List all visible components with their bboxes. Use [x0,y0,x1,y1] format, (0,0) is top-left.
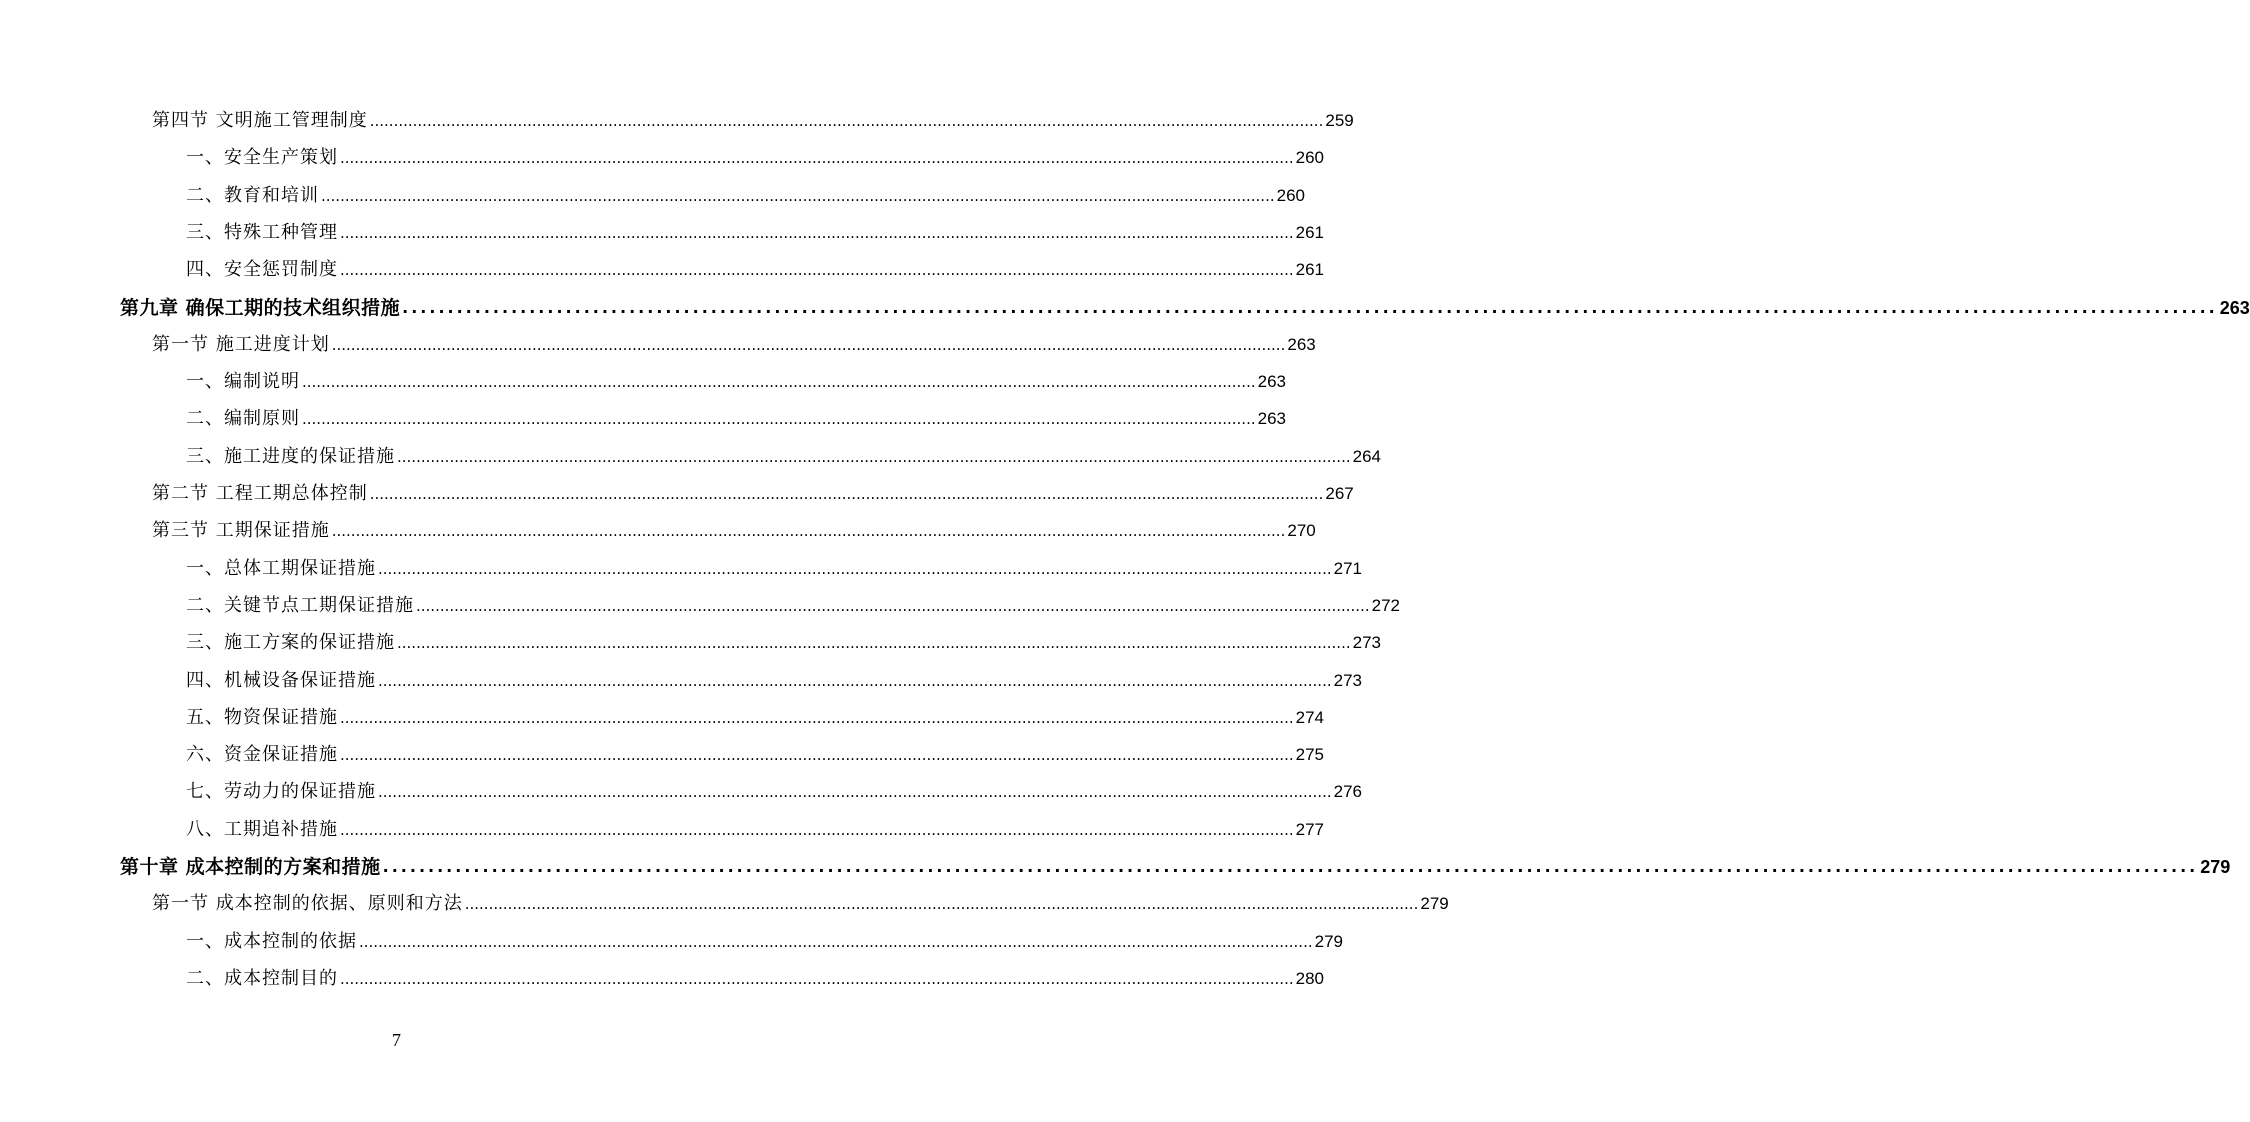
toc-entry-title: 二、关键节点工期保证措施 [186,595,414,616]
toc-page-number: 273 [1333,671,1362,690]
dot-leader: ........................................................................................................................................................................................................ [302,373,1256,391]
dot-leader: ........................................................................................................................................................................................................ [359,933,1313,951]
dot-leader: ........................................................................................................................................................................................................ [340,821,1294,839]
dot-leader: ........................................................................................................................................................................................................ [378,672,1332,690]
toc-page-number: 279 [1314,932,1343,951]
toc-entry-item[interactable] [186,363,1286,393]
toc-entry-title: 三、特殊工种管理 [186,222,338,243]
toc-entry-title: 三、施工进度的保证措施 [186,446,395,467]
toc-page-number: 263 [1257,372,1286,391]
toc-page-number: 277 [1295,820,1324,839]
dot-leader: ........................................................................................................................................................................................................ [331,522,1286,540]
toc-entry-item[interactable] [186,699,1324,729]
toc-entry-title: 二、成本控制目的 [186,968,338,989]
toc-page-number: 260 [1276,186,1305,205]
toc-entry-title: 三、施工方案的保证措施 [186,632,395,653]
toc-page-number: 263 [2219,298,2250,318]
toc-entry-title: 第二节 工程工期总体控制 [152,483,368,504]
toc-page-number: 274 [1295,708,1324,727]
toc-page-number: 260 [1295,148,1324,167]
toc-entry-title: 第九章 确保工期的技术组织措施 [120,297,401,319]
toc-entry-chapter[interactable] [120,848,2231,878]
dot-leader: ........................................................................................................................................................................................................ [382,857,2199,876]
dot-leader: ........................................................................................................................................................................................................ [340,709,1294,727]
toc-entry-title: 四、安全惩罚制度 [186,259,338,280]
toc-entry-title: 第一节 施工进度计划 [152,334,330,355]
toc-entry-item[interactable] [186,773,1362,803]
toc-entry-item[interactable] [186,736,1324,766]
dot-leader: ........................................................................................................................................................................................................ [331,336,1286,354]
dot-leader: ........................................................................................................................................................................................................ [302,410,1256,428]
dot-leader: ........................................................................................................................................................................................................ [340,261,1294,279]
toc-page-number: 272 [1371,596,1400,615]
dot-leader: ........................................................................................................................................................................................................ [416,597,1370,615]
dot-leader: ........................................................................................................................................................................................................ [369,485,1324,503]
toc-entry-chapter[interactable] [120,289,2250,319]
toc-entry-section[interactable] [152,885,1449,915]
toc-page-number: 279 [2200,857,2231,877]
toc-entry-section[interactable] [152,102,1354,132]
toc-page-number: 276 [1333,782,1362,801]
toc-entry-item[interactable] [186,624,1381,654]
toc-entry-section[interactable] [152,475,1354,505]
toc-page-number: 271 [1333,559,1362,578]
toc-entry-title: 七、劳动力的保证措施 [186,781,376,802]
toc-page-number: 275 [1295,745,1324,764]
toc-page-number: 263 [1257,409,1286,428]
toc-entry-item[interactable] [186,662,1362,692]
toc-entry-item[interactable] [186,251,1324,281]
toc-page-number: 270 [1287,521,1316,540]
toc-page-number: 279 [1420,894,1449,913]
dot-leader: ........................................................................................................................................................................................................ [397,634,1351,652]
toc-page-number: 264 [1352,447,1381,466]
dot-leader: ........................................................................................................................................................................................................ [340,224,1294,242]
toc-entry-item[interactable] [186,550,1362,580]
dot-leader: ........................................................................................................................................................................................................ [340,149,1294,167]
toc-entry-title: 一、成本控制的依据 [186,931,357,952]
toc-entry-section[interactable] [152,512,1316,542]
dot-leader: ........................................................................................................................................................................................................ [321,187,1275,205]
toc-entry-item[interactable] [186,960,1324,990]
dot-leader: ........................................................................................................................................................................................................ [340,970,1294,988]
toc-entry-title: 八、工期追补措施 [186,819,338,840]
toc-entry-title: 六、资金保证措施 [186,744,338,765]
dot-leader: ........................................................................................................................................................................................................ [378,560,1332,578]
toc-entry-item[interactable] [186,139,1324,169]
toc-entry-title: 一、总体工期保证措施 [186,558,376,579]
toc-entry-item[interactable] [186,438,1381,468]
toc-entry-item[interactable] [186,587,1400,617]
toc-page-number: 273 [1352,633,1381,652]
toc-entry-section[interactable] [152,326,1316,356]
toc-entry-title: 第一节 成本控制的依据、原则和方法 [152,893,463,914]
toc-page-number: 263 [1287,335,1316,354]
dot-leader: ........................................................................................................................................................................................................ [369,112,1324,130]
toc-entry-title: 一、编制说明 [186,371,300,392]
toc-entry-item[interactable] [186,811,1324,841]
toc-entry-title: 四、机械设备保证措施 [186,670,376,691]
toc-entry-item[interactable] [186,923,1343,953]
toc-page-number: 267 [1325,484,1354,503]
toc-page-number: 261 [1295,260,1324,279]
toc-page-number: 261 [1295,223,1324,242]
toc-entry-item[interactable] [186,214,1324,244]
dot-leader: ........................................................................................................................................................................................................ [397,448,1351,466]
toc-entry-title: 第四节 文明施工管理制度 [152,110,368,131]
toc-entry-title: 第三节 工期保证措施 [152,520,330,541]
dot-leader: ........................................................................................................................................................................................................ [340,746,1294,764]
toc-page-number: 259 [1325,111,1354,130]
dot-leader: ........................................................................................................................................................................................................ [378,783,1332,801]
page-number: 7 [392,1030,401,1050]
toc-entry-item[interactable] [186,400,1286,430]
toc-entry-title: 二、教育和培训 [186,185,319,206]
toc-entry-title: 二、编制原则 [186,408,300,429]
toc-entry-title: 五、物资保证措施 [186,707,338,728]
toc-entry-title: 一、安全生产策划 [186,147,338,168]
toc-page-number: 280 [1295,969,1324,988]
dot-leader: ........................................................................................................................................................................................................ [464,895,1419,913]
toc-entry-title: 第十章 成本控制的方案和措施 [120,856,381,878]
dot-leader: ........................................................................................................................................................................................................ [402,298,2218,317]
toc-entry-item[interactable] [186,177,1305,207]
